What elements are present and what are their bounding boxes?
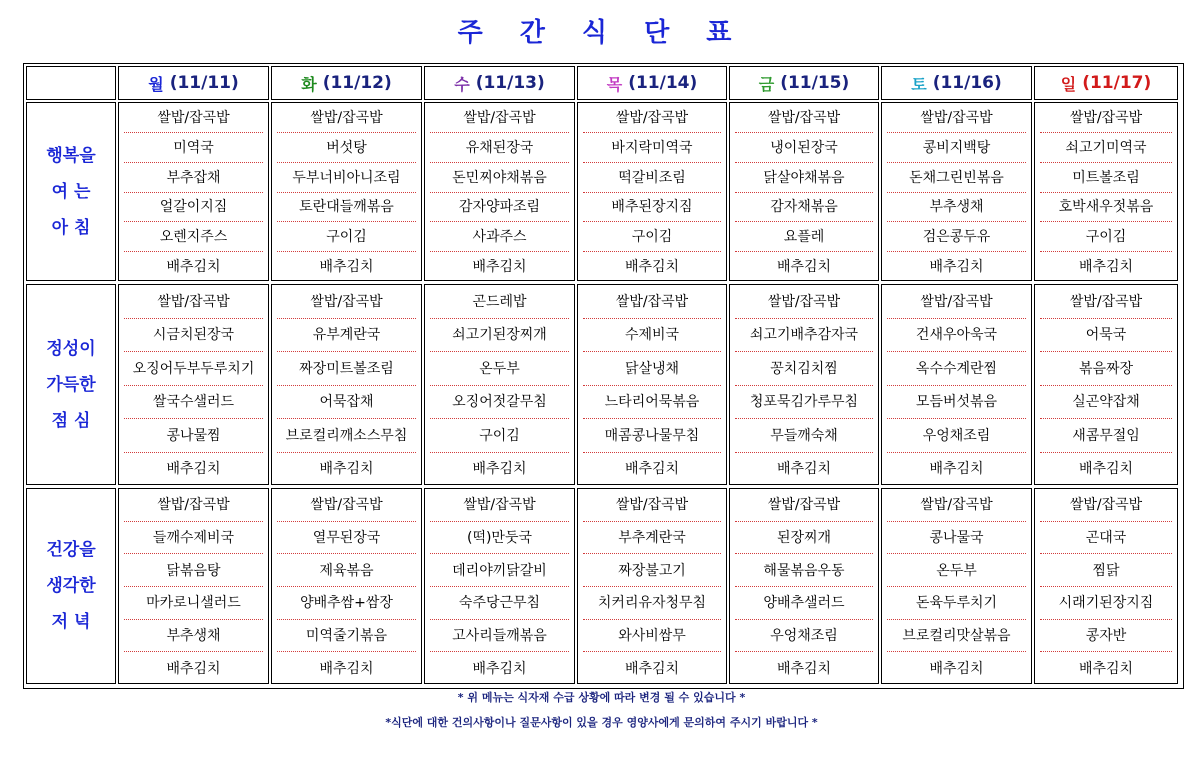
meal-label-2	[26, 284, 116, 485]
menu-item: 제육볶음	[319, 562, 374, 579]
menu-item: 배추김치	[472, 259, 527, 276]
meal-label-3	[26, 488, 116, 684]
menu-item: (떡)만둣국	[466, 529, 533, 546]
menu-item: 미역국	[173, 139, 214, 156]
meal-label-line: 점 심	[51, 410, 91, 431]
menu-item: 배추김치	[472, 660, 527, 677]
menu-item: 구이김	[479, 427, 520, 444]
day-header-7	[1034, 66, 1178, 100]
menu-item: 청포묵김가루무침	[749, 394, 859, 411]
menu-item: 돈육두루치기	[915, 595, 998, 612]
menu-item: 곤드레밥	[472, 293, 527, 310]
menu-item: 토란대들깨볶음	[299, 199, 394, 216]
menu-item: 꽁치김치찜	[770, 360, 838, 377]
menu-item: 배추김치	[624, 259, 680, 276]
menu-item: 된장찌개	[776, 529, 832, 546]
menu-item: 해물볶음우동	[763, 562, 845, 579]
menu-item: 얼갈이지짐	[159, 199, 228, 216]
menu-item: 쌀밥/잡곡밥	[310, 109, 383, 126]
menu-item: 오렌지주스	[159, 229, 228, 246]
header-corner-cell	[26, 66, 116, 100]
menu-item: 열무된장국	[312, 529, 381, 546]
menu-item: 배추김치	[166, 461, 221, 478]
menu-item: 미트볼조림	[1072, 169, 1140, 186]
notice-inquiry: *식단에 대한 건의사항이나 질문사항이 있을 경우 영양사에게 문의하여 주시기 바랍니다 *	[385, 716, 818, 729]
meal-label-line: 저 녁	[51, 612, 91, 632]
menu-item: 옥수수계란찜	[915, 360, 998, 377]
day-label: 월	[148, 74, 164, 94]
menu-item: 요플레	[783, 229, 825, 246]
menu-item: 와사비쌈무	[618, 627, 686, 644]
meal-label-line: 아 침	[51, 217, 91, 238]
menu-item: 양배추쌈+쌈장	[300, 595, 393, 612]
meal-label-line: 생각한	[46, 576, 96, 596]
day-label: 일	[1060, 74, 1077, 94]
menu-item: 닭살야채볶음	[763, 169, 845, 186]
menu-item: 고사리들깨볶음	[452, 627, 547, 644]
menu-item: 쌀밥/잡곡밥	[157, 293, 230, 310]
menu-item: 돈채그린빈볶음	[909, 169, 1004, 186]
menu-item: 브로컬리깨소스무침	[285, 427, 408, 444]
menu-item: 짜장미트볼조림	[299, 360, 394, 377]
page-title: 주 간 식 단 표	[457, 18, 746, 48]
day-header-6	[881, 66, 1032, 100]
menu-item: 무들깨숙채	[770, 427, 838, 444]
menu-item: 우엉채조림	[922, 427, 991, 444]
menu-item: 새콤무절임	[1072, 427, 1140, 444]
meal-label-line: 가득한	[46, 374, 96, 395]
day-header-5	[729, 66, 879, 100]
menu-item: 버섯탕	[326, 139, 367, 156]
menu-item: 모듬버섯볶음	[915, 394, 998, 411]
menu-item: 어묵국	[1085, 327, 1127, 344]
day-header-4	[577, 66, 727, 100]
meal-label-line: 행복을	[46, 145, 96, 166]
menu-item: 쇠고기미역국	[1065, 139, 1147, 156]
menu-item: 쌀밥/잡곡밥	[920, 293, 993, 310]
menu-item: 배추김치	[319, 259, 374, 276]
menu-item: 쌀밥/잡곡밥	[615, 497, 689, 514]
menu-item: 쇠고기된장찌개	[452, 327, 547, 344]
day-label: 화	[301, 74, 317, 94]
day-label: 토	[911, 74, 927, 94]
menu-item: 쌀밥/잡곡밥	[310, 497, 383, 514]
menu-item: 곤대국	[1085, 529, 1127, 546]
menu-item: 쌀밥/잡곡밥	[767, 109, 841, 126]
menu-item: 닭볶음탕	[166, 562, 221, 579]
menu-item: 구이김	[631, 229, 673, 246]
menu-item: 시금치된장국	[152, 327, 235, 344]
meal-label-line: 건강을	[46, 540, 96, 560]
menu-item: 느타리어묵볶음	[604, 394, 700, 411]
menu-item: 부추생채	[929, 199, 984, 216]
menu-item: 오징어두부두루치기	[132, 360, 255, 377]
menu-item: 콩비지백탕	[922, 139, 991, 156]
menu-item: 브로컬리맛살볶음	[902, 627, 1011, 644]
menu-item: 감자채볶음	[770, 199, 838, 216]
menu-item: 마카로니샐러드	[146, 595, 241, 612]
menu-item: 닭살냉채	[624, 360, 680, 377]
day-label: 수	[454, 74, 470, 94]
day-header-2	[271, 66, 422, 100]
menu-item: 쌀밥/잡곡밥	[1069, 293, 1143, 310]
menu-item: 냉이된장국	[770, 139, 838, 156]
menu-item: 구이김	[326, 229, 367, 246]
menu-item: 쌀밥/잡곡밥	[1069, 109, 1143, 126]
day-date: (11/15)	[780, 73, 850, 93]
menu-item: 검은콩두유	[922, 229, 991, 246]
day-date: (11/13)	[475, 73, 545, 93]
menu-item: 쌀밥/잡곡밥	[463, 109, 536, 126]
menu-item: 시래기된장지짐	[1058, 595, 1154, 612]
menu-item: 떡갈비조림	[618, 169, 686, 186]
menu-item: 배추된장지짐	[611, 199, 693, 216]
menu-item: 볶음짜장	[1078, 360, 1134, 377]
menu-item: 배추김치	[319, 660, 374, 677]
menu-item: 쌀밥/잡곡밥	[157, 497, 230, 514]
menu-item: 건새우아욱국	[915, 327, 998, 344]
menu-item: 미역줄기볶음	[305, 627, 388, 644]
menu-item: 배추김치	[929, 259, 984, 276]
meal-label-line: 여 는	[51, 181, 91, 202]
menu-item: 바지락미역국	[611, 139, 693, 156]
menu-item: 쌀밥/잡곡밥	[1069, 497, 1143, 514]
menu-item: 쌀국수샐러드	[152, 394, 235, 411]
menu-item: 쌀밥/잡곡밥	[920, 497, 993, 514]
day-date: (11/17)	[1082, 73, 1152, 93]
menu-item: 배추김치	[166, 660, 221, 677]
day-date: (11/11)	[169, 73, 239, 93]
menu-item: 콩자반	[1085, 627, 1127, 644]
menu-item: 배추김치	[624, 461, 680, 478]
menu-item: 부추계란국	[618, 529, 686, 546]
menu-item: 양배추샐러드	[763, 595, 845, 612]
menu-item: 오징어젓갈무침	[452, 394, 547, 411]
menu-item: 부추생채	[166, 627, 221, 644]
menu-item: 수제비국	[624, 327, 680, 344]
menu-item: 콩나물찜	[166, 427, 221, 444]
day-date: (11/14)	[628, 73, 698, 93]
menu-item: 두부너비아니조림	[292, 169, 401, 186]
menu-item: 찜닭	[1092, 562, 1120, 579]
menu-item: 배추김치	[776, 461, 832, 478]
meal-label-1	[26, 102, 116, 281]
menu-item: 호박새우젓볶음	[1058, 199, 1154, 216]
menu-item: 쌀밥/잡곡밥	[310, 293, 383, 310]
menu-item: 감자양파조림	[458, 199, 541, 216]
menu-item: 쌀밥/잡곡밥	[767, 497, 841, 514]
menu-item: 쌀밥/잡곡밥	[615, 293, 689, 310]
menu-item: 배추김치	[166, 259, 221, 276]
menu-item: 짜장불고기	[618, 562, 686, 579]
menu-item: 구이김	[1085, 229, 1127, 246]
menu-item: 돈민찌야채볶음	[452, 169, 547, 186]
menu-item: 쌀밥/잡곡밥	[767, 293, 841, 310]
day-header-3	[424, 66, 575, 100]
menu-item: 배추김치	[929, 461, 984, 478]
menu-item: 데리야끼닭갈비	[452, 562, 547, 579]
menu-item: 배추김치	[776, 660, 832, 677]
menu-item: 쌀밥/잡곡밥	[157, 109, 230, 126]
menu-item: 유채된장국	[465, 139, 534, 156]
menu-item: 쇠고기배추감자국	[749, 327, 859, 344]
menu-item: 콩나물국	[929, 529, 984, 546]
menu-item: 배추김치	[624, 660, 680, 677]
day-label: 목	[606, 74, 623, 94]
menu-item: 부추잡채	[166, 169, 221, 186]
menu-item: 온두부	[936, 562, 977, 579]
menu-item: 쌀밥/잡곡밥	[615, 109, 689, 126]
meal-label-line: 정성이	[46, 338, 96, 359]
notice-change: * 위 메뉴는 식자재 수급 상황에 따라 변경 될 수 있습니다 *	[457, 691, 746, 704]
menu-item: 배추김치	[1078, 461, 1134, 478]
menu-item: 유부계란국	[312, 327, 381, 344]
menu-item: 배추김치	[1078, 259, 1134, 276]
menu-item: 쌀밥/잡곡밥	[920, 109, 993, 126]
menu-item: 온두부	[479, 360, 520, 377]
menu-item: 배추김치	[929, 660, 984, 677]
menu-item: 배추김치	[472, 461, 527, 478]
menu-item: 숙주당근무침	[458, 595, 541, 612]
menu-item: 어묵잡채	[319, 394, 374, 411]
menu-item: 우엉채조림	[770, 627, 838, 644]
menu-item: 배추김치	[776, 259, 832, 276]
day-header-1	[118, 66, 269, 100]
menu-item: 사과주스	[472, 229, 527, 246]
day-date: (11/16)	[932, 73, 1002, 93]
menu-item: 배추김치	[1078, 660, 1134, 677]
menu-item: 쌀밥/잡곡밥	[463, 497, 536, 514]
day-label: 금	[758, 74, 775, 94]
menu-item: 들깨수제비국	[152, 529, 235, 546]
menu-item: 치커리유자청무침	[597, 595, 707, 612]
menu-item: 배추김치	[319, 461, 374, 478]
menu-item: 매콤콩나물무침	[604, 427, 700, 444]
day-date: (11/12)	[322, 73, 392, 93]
menu-item: 실곤약잡채	[1072, 394, 1140, 411]
